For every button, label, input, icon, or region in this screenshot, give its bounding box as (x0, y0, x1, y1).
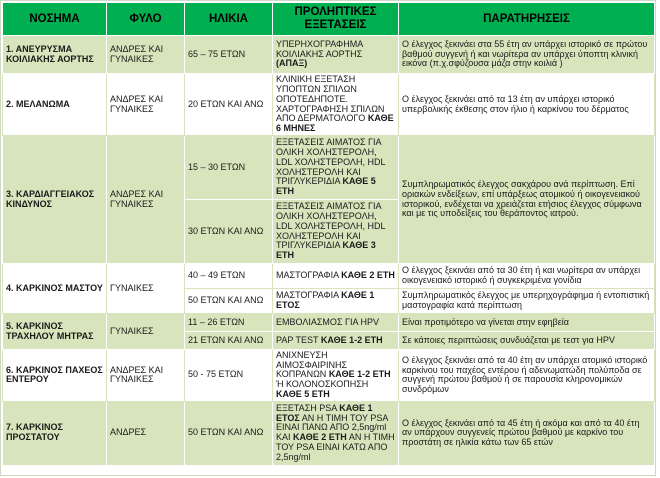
sex-cell: ΓΥΝΑΙΚΕΣ (107, 314, 185, 350)
age-cell: 30 ΕΤΩΝ ΚΑΙ ΑΝΩ (185, 200, 273, 264)
exam-cell (273, 289, 399, 314)
exam-frequency: ΚΑΘΕ 1 ΕΤΟΣ (276, 290, 375, 310)
sex-cell: ΑΝΔΡΕΣ ΚΑΙ ΓΥΝΑΙΚΕΣ (107, 36, 185, 74)
exam-text: ΑΝΙΧΝΕΥΣΗ ΑΙΜΟΣΦΑΙΡΙΝΗΣ ΚΟΠΡΑΝΩΝ (276, 350, 348, 380)
note-cell: Ο έλεγχος ξεκινάει στα 55 έτη αν υπάρχει ιστορικό σε πρώτου βαθμού συγγενή ή και νωρίτερα αν υπάρχει ύποπτη κλινική εικόνα (π.χ.σφύζουσα μάζα στην κοιλιά ) (399, 36, 655, 74)
disease-cell: 5. ΚΑΡΚΙΝΟΣ ΤΡΑΧΗΛΟΥ ΜΗΤΡΑΣ (3, 314, 107, 350)
exam-frequency: ΚΑΘΕ 3 ΕΤΗ (276, 240, 376, 260)
exam-cell: ΕΜΒΟΛΙΑΣΜΟΣ ΓΙΑ HPV (273, 314, 399, 332)
exam-text: PAP TEST (276, 334, 319, 345)
header-age: ΗΛΙΚΙΑ (185, 3, 273, 36)
age-cell: 21 ΕΤΩΝ ΚΑΙ ΑΝΩ (185, 332, 273, 350)
exam-text: ΕΞΕΤΑΣΕΙΣ ΑΙΜΑΤΟΣ ΓΙΑ ΟΛΙΚΗ ΧΟΛΗΣΤΕΡΟΛΗ, LDL ΧΟΛΗΣΤΕΡΟΛΗ, HDL ΧΟΛΗΣΤΕΡΟΛΗ ΚΑΙ ΤΡΙΓΛΥΚΕΡΙΔΙΑ (276, 137, 386, 187)
exam-text: ΑΝ Η ΤΙΜΗ ΤΟΥ PSA ΕΙΝΑΙ ΚΑΤΩ ΑΠΟ 2,5ng/ml (276, 432, 395, 462)
exam-cell (273, 36, 399, 74)
disease-cell: 4. ΚΑΡΚΙΝΟΣ ΜΑΣΤΟΥ (3, 264, 107, 314)
table-row (3, 136, 655, 200)
exam-text: ΜΑΣΤΟΓΡΑΦΙΑ (276, 290, 339, 301)
exam-frequency: ΚΑΘΕ 1-2 ΕΤΗ (320, 334, 383, 345)
exam-frequency: ΚΑΘΕ 1-2 ΕΤΗ (328, 369, 391, 380)
age-cell: 15 – 30 ΕΤΩΝ (185, 136, 273, 200)
note-cell: Συμπληρωματικός έλεγχος σακχάρου ανά περίπτωση. Επί οριακών ενδείξεων, επί υπάρξεως ατομικού ή οικογενειακού ιστορικού, ενδέχεται να χρειάζεται ετήσιος έλεγχος σύμφωνα και με τις υποδείξεις του θεράποντος ιατρού. (399, 136, 655, 264)
exam-cell (273, 74, 399, 136)
note-cell: Είναι προτιμότερο να γίνεται στην εφηβεία (399, 314, 655, 332)
sex-cell: ΑΝΔΡΕΣ (107, 401, 185, 465)
table-row (3, 36, 655, 74)
exam-text: ΥΠΕΡΗΧΟΓΡΑΦΗΜΑ ΚΟΙΛΙΑΚΗΣ ΑΟΡΤΗΣ (276, 38, 363, 59)
disease-cell: 7. ΚΑΡΚΙΝΟΣ ΠΡΟΣΤΑΤΟΥ (3, 401, 107, 465)
exam-cell (273, 136, 399, 200)
header-row (3, 3, 655, 36)
exam-text: ΕΞΕΤΑΣΗ PSA (276, 402, 337, 413)
table-row (3, 314, 655, 332)
table-row (3, 401, 655, 465)
table-row (3, 264, 655, 289)
exam-frequency: ΚΑΘΕ 6 ΜΗΝΕΣ (276, 113, 394, 133)
exam-cell (273, 264, 399, 289)
age-cell: 40 – 49 ΕΤΩΝ (185, 264, 273, 289)
exam-text: ΚΛΙΝΙΚΗ ΕΞΕΤΑΣΗ ΥΠΟΠΤΩΝ ΣΠΙΛΩΝ ΟΠΟΤΕΔΗΠΟΤΕ. ΧΑΡΤΟΓΡΑΦΗΣΗ ΣΠΙΛΩΝ ΑΠΟ ΔΕΡΜΑΤΟΛΟΓΟ (276, 74, 385, 124)
exam-frequency: ΚΑΘΕ 5 ΕΤΗ (276, 388, 330, 399)
note-cell: Ο έλεγχος ξεκινάει από τα 45 έτη ή ακόμα και από τα 40 έτη αν υπάρχουν συγγενείς πρώτου βαθμού με καρκίνο του προστάτη σε ηλικία κάτω των 65 ετών (399, 401, 655, 465)
exam-frequency: ΚΑΘΕ 5 ΕΤΗ (276, 176, 376, 196)
sex-cell: ΓΥΝΑΙΚΕΣ (107, 264, 185, 314)
exam-frequency: (ΑΠΑΞ) (276, 58, 308, 69)
disease-cell: 1. ΑΝΕΥΡΥΣΜΑ ΚΟΙΛΙΑΚΗΣ ΑΟΡΤΗΣ (3, 36, 107, 74)
disease-cell: 3. ΚΑΡΔΙΑΓΓΕΙΑΚΟΣ ΚΙΝΔΥΝΟΣ (3, 136, 107, 264)
age-cell: 65 – 75 ΕΤΩΝ (185, 36, 273, 74)
note-cell: Συμπληρωματικός έλεγχος με υπερηχογράφημα ή εντοπιστική μαστογραφία κατά περίπτωση (399, 289, 655, 314)
note-cell: Ο έλεγχος ξεκινάει από τα 30 έτη ή και νωρίτερα αν υπάρχει οικογενειακό ιστορικό ή συγκεκριμένα γονίδια (399, 264, 655, 289)
age-cell: 50 ΕΤΩΝ ΚΑΙ ΑΝΩ (185, 401, 273, 465)
table-row (3, 74, 655, 136)
sex-cell: ΑΝΔΡΕΣ ΚΑΙ ΓΥΝΑΙΚΕΣ (107, 136, 185, 264)
exam-frequency: ΚΑΘΕ 2 ΕΤΗ (341, 270, 395, 281)
exam-frequency: ΚΑΘΕ 2 ΕΤΗ (293, 432, 347, 443)
header-sex: ΦΥΛΟ (107, 3, 185, 36)
exam-cell (273, 350, 399, 402)
age-cell: 50 - 75 ΕΤΩΝ (185, 350, 273, 402)
exam-cell (273, 332, 399, 350)
header-disease: ΝΟΣΗΜΑ (3, 3, 107, 36)
age-cell: 20 ΕΤΩΝ ΚΑΙ ΑΝΩ (185, 74, 273, 136)
exam-frequency: ΚΑΘΕ 1 ΕΤΟΣ (276, 402, 373, 423)
exam-text: ΑΝ Η ΤΙΜΗ ΤΟΥ PSA ΕΙΝΑΙ ΠΑΝΩ ΑΠΟ 2,5ng/ml ΚΑΙ (276, 412, 388, 443)
sex-cell: ΑΝΔΡΕΣ ΚΑΙ ΓΥΝΑΙΚΕΣ (107, 350, 185, 402)
note-cell: Ο έλεγχος ξεκινάει από τα 40 έτη αν υπάρχει ατομικό ιστορικό καρκίνου του παχέος εντέρου ή αδενωματώδη πολύποδα σε συγγενή πρώτου βαθμού ή σε παρουσία κληρονομικών συνδρόμων (399, 350, 655, 402)
note-cell: Ο έλεγχος ξεκινάει από τα 13 έτη αν υπάρχει ιστορικό υπερβολικής έκθεσης στον ήλιο ή καρκίνου του δέρματος (399, 74, 655, 136)
exam-text: ΕΞΕΤΑΣΕΙΣ ΑΙΜΑΤΟΣ ΓΙΑ ΟΛΙΚΗ ΧΟΛΗΣΤΕΡΟΛΗ, LDL ΧΟΛΗΣΤΕΡΟΛΗ, HDL ΧΟΛΗΣΤΕΡΟΛΗ ΚΑΙ ΤΡΙΓΛΥΚΕΡΙΔΙΑ (276, 201, 386, 251)
header-exams: ΠΡΟΛΗΠΤΙΚΕΣ ΕΞΕΤΑΣΕΙΣ (273, 3, 399, 36)
age-cell: 50 ΕΤΩΝ ΚΑΙ ΑΝΩ (185, 289, 273, 314)
disease-cell: 6. ΚΑΡΚΙΝΟΣ ΠΑΧΕΟΣ ΕΝΤΕΡΟΥ (3, 350, 107, 402)
age-cell: 11 – 26 ΕΤΩΝ (185, 314, 273, 332)
exam-cell (273, 200, 399, 264)
table-row (3, 350, 655, 402)
sex-cell: ΑΝΔΡΕΣ ΚΑΙ ΓΥΝΑΙΚΕΣ (107, 74, 185, 136)
screening-table (2, 2, 655, 466)
exam-cell (273, 401, 399, 465)
header-notes: ΠΑΡΑΤΗΡΗΣΕΙΣ (399, 3, 655, 36)
exam-text: ΜΑΣΤΟΓΡΑΦΙΑ (276, 270, 339, 281)
disease-cell: 2. ΜΕΛΑΝΩΜΑ (3, 74, 107, 136)
note-cell: Σε κάποιες περιπτώσεις συνδυάζεται με τεστ για HPV (399, 332, 655, 350)
exam-text: Ή ΚΟΛΟΝΟΣΚΟΠΗΣΗ (276, 379, 369, 390)
